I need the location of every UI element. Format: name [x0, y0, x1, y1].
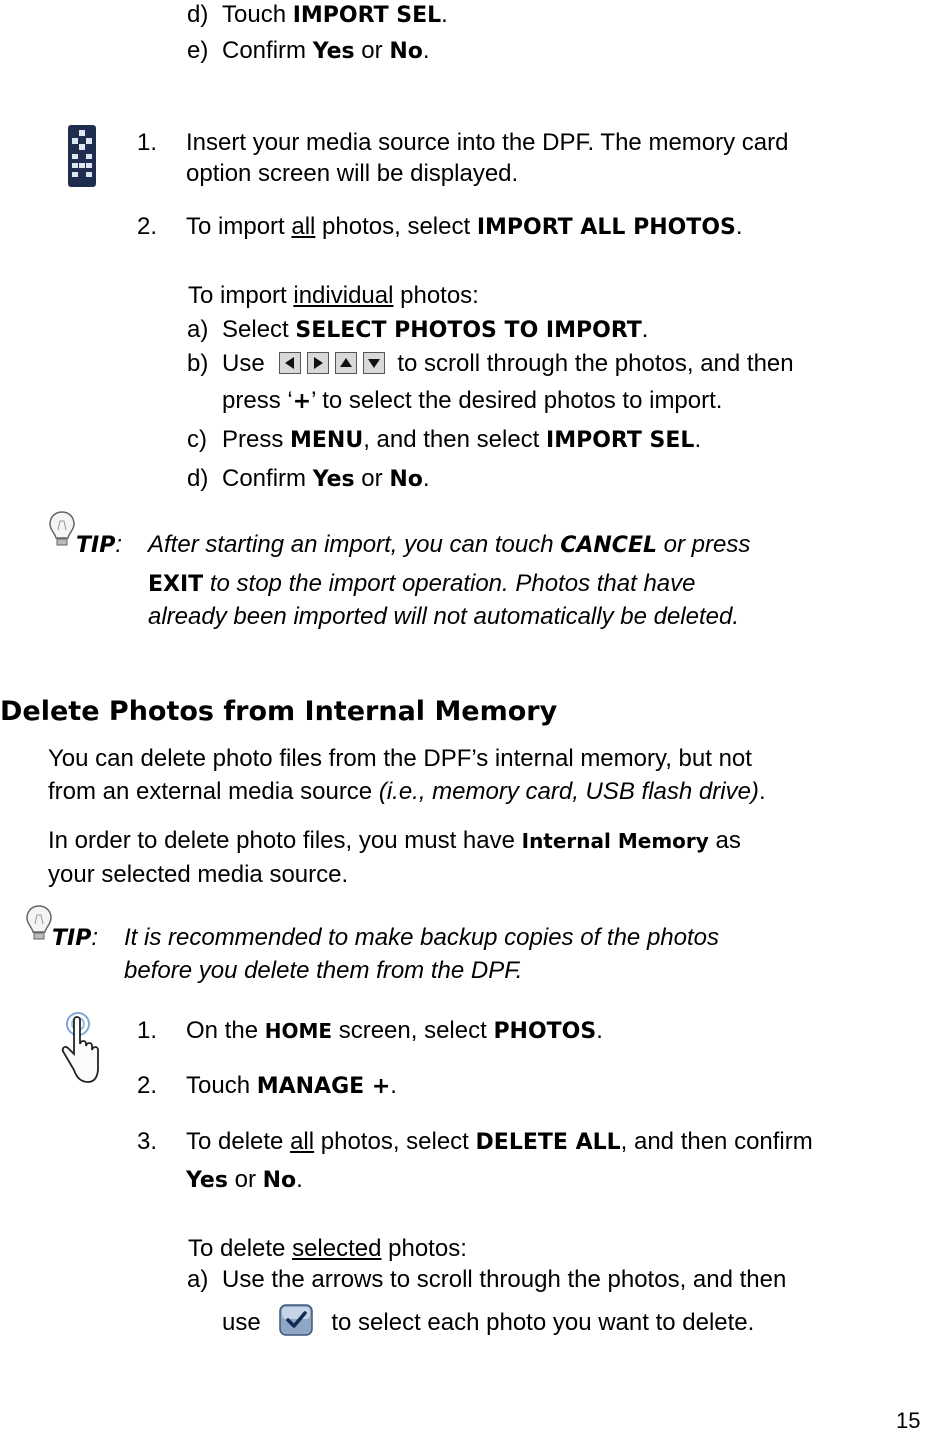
- top-item-e: [222, 36, 430, 67]
- text: .: [441, 1, 448, 28]
- bold-text: Yes: [312, 467, 355, 492]
- text: or: [354, 465, 390, 492]
- substep-marker: a): [187, 1266, 209, 1293]
- text: , and then confirm: [620, 1128, 813, 1155]
- bold-text: IMPORT SEL: [546, 428, 695, 453]
- delete-step-1: [186, 1016, 603, 1047]
- bold-text: IMPORT SEL: [292, 3, 442, 28]
- bold-text: No: [262, 1168, 297, 1193]
- bold-text: MANAGE +: [256, 1074, 391, 1099]
- bold-text: DELETE ALL: [475, 1130, 621, 1155]
- substep-b-line2: [222, 386, 722, 417]
- delete-step-2: [186, 1071, 397, 1102]
- bold-text: Yes: [312, 39, 355, 64]
- text: Press: [222, 426, 291, 453]
- text: Touch: [186, 1072, 257, 1099]
- bold-text: Internal Memory: [521, 829, 709, 853]
- text: .: [758, 778, 766, 805]
- bold-text: IMPORT ALL PHOTOS: [476, 215, 736, 240]
- substep-marker: a): [187, 316, 209, 343]
- text: or press: [657, 531, 751, 558]
- bold-text: PHOTOS: [493, 1019, 597, 1044]
- top-marker-d: d): [187, 1, 209, 28]
- step-number: 3.: [137, 1128, 158, 1155]
- text: Confirm: [222, 465, 313, 492]
- text: .: [390, 1072, 397, 1099]
- substep-marker: d): [187, 465, 209, 492]
- tip-1-line3: already been imported will not automatically be deleted.: [148, 603, 740, 630]
- text: as: [708, 827, 741, 854]
- text: .: [694, 426, 702, 453]
- section-heading: Delete Photos from Internal Memory: [0, 696, 558, 727]
- bold-text: TIP: [52, 926, 92, 951]
- left-arrow-icon: [279, 352, 301, 374]
- italic-text: (i.e., memory card, USB flash drive): [378, 778, 759, 805]
- text: photos, select: [314, 1128, 476, 1155]
- text: After starting an import, you can touch: [148, 531, 561, 558]
- text: .: [296, 1166, 303, 1193]
- delete-selected-intro: [188, 1234, 467, 1264]
- step-number: 1.: [137, 1017, 158, 1044]
- text: or: [354, 37, 390, 64]
- right-arrow-icon: [307, 352, 329, 374]
- up-arrow-icon: [335, 352, 357, 374]
- underlined-text: all: [291, 213, 316, 240]
- page-number: 15: [896, 1408, 921, 1433]
- text: :: [91, 924, 98, 951]
- bold-text: CANCEL: [560, 533, 657, 558]
- text: Touch: [222, 1, 293, 28]
- text: .: [641, 316, 649, 343]
- underlined-text: selected: [292, 1235, 382, 1262]
- lightbulb-icon: [24, 904, 54, 944]
- text: screen, select: [332, 1017, 494, 1044]
- substep-a: [222, 315, 648, 346]
- text: or: [227, 1166, 263, 1193]
- text: to select each photo you want to delete.: [324, 1309, 755, 1336]
- text: :: [115, 531, 122, 558]
- lightbulb-icon: [47, 510, 77, 550]
- text: , and then select: [363, 426, 547, 453]
- text: In order to delete photo files, you must have: [48, 827, 522, 854]
- substep-b-line1: [222, 349, 794, 379]
- text: from an external media source: [48, 778, 379, 805]
- paragraph-2-line1: [48, 826, 741, 856]
- paragraph-2-line2: your selected media source.: [48, 861, 349, 888]
- paragraph-1-line1: You can delete photo files from the DPF’s internal memory, but not: [48, 745, 752, 772]
- text: Use: [222, 350, 265, 377]
- tip-2-line1: It is recommended to make backup copies of the photos: [124, 924, 719, 951]
- step-2: [186, 212, 743, 243]
- text: to stop the import operation. Photos that have: [203, 570, 696, 597]
- step-number: 1.: [137, 129, 158, 156]
- substep-d: [222, 464, 430, 495]
- text: .: [422, 465, 430, 492]
- delete-substep-a-line1: Use the arrows to scroll through the photos, and then: [222, 1266, 787, 1293]
- top-item-d: [222, 0, 448, 31]
- substep-c: [222, 425, 701, 456]
- bold-text: +: [292, 389, 312, 414]
- substep-marker: b): [187, 350, 209, 377]
- underlined-text: all: [290, 1128, 315, 1155]
- remote-control-icon: [67, 124, 97, 188]
- text: use: [222, 1309, 261, 1336]
- text: .: [596, 1017, 603, 1044]
- tip-1-line1: [148, 530, 750, 561]
- text: To import: [188, 282, 294, 309]
- bold-text: No: [389, 467, 423, 492]
- text: To delete: [186, 1128, 291, 1155]
- step-1-line2: option screen will be displayed.: [186, 160, 519, 187]
- text: press ‘: [222, 387, 293, 414]
- text: .: [422, 37, 430, 64]
- paragraph-1-line2: [48, 777, 766, 807]
- text: photos, select: [315, 213, 477, 240]
- tip-1-line2: [148, 569, 696, 600]
- step-number: 2.: [137, 213, 158, 240]
- text: Select: [222, 316, 296, 343]
- bold-text: SELECT PHOTOS TO IMPORT: [295, 318, 642, 343]
- delete-step-3-line2: [186, 1165, 303, 1196]
- import-individual-intro: [188, 281, 479, 311]
- down-arrow-icon: [363, 352, 385, 374]
- tip-2-line2: before you delete them from the DPF.: [124, 957, 523, 984]
- touch-hand-icon: [58, 1010, 102, 1086]
- text: .: [735, 213, 743, 240]
- text: To import: [186, 213, 292, 240]
- underlined-text: individual: [293, 282, 394, 309]
- bold-text: TIP: [76, 533, 116, 558]
- checkmark-button-icon: [279, 1304, 313, 1336]
- step-number: 2.: [137, 1072, 158, 1099]
- text: to scroll through the photos, and then: [390, 350, 794, 377]
- top-marker-e: e): [187, 37, 209, 64]
- tip-label: [76, 530, 122, 561]
- substep-marker: c): [187, 426, 207, 453]
- text: On the: [186, 1017, 265, 1044]
- tip-label: [52, 923, 98, 954]
- text: photos:: [393, 282, 479, 309]
- text: ’ to select the desired photos to import.: [311, 387, 723, 414]
- text: Confirm: [222, 37, 313, 64]
- text: photos:: [381, 1235, 467, 1262]
- bold-text: HOME: [264, 1019, 333, 1043]
- delete-substep-a-line2: [222, 1304, 754, 1338]
- bold-text: No: [389, 39, 423, 64]
- bold-text: MENU: [290, 428, 364, 453]
- step-1-line1: Insert your media source into the DPF. The memory card: [186, 129, 789, 156]
- delete-step-3-line1: [186, 1127, 813, 1158]
- text: To delete: [188, 1235, 293, 1262]
- bold-text: Yes: [186, 1168, 228, 1193]
- bold-text: EXIT: [148, 572, 204, 597]
